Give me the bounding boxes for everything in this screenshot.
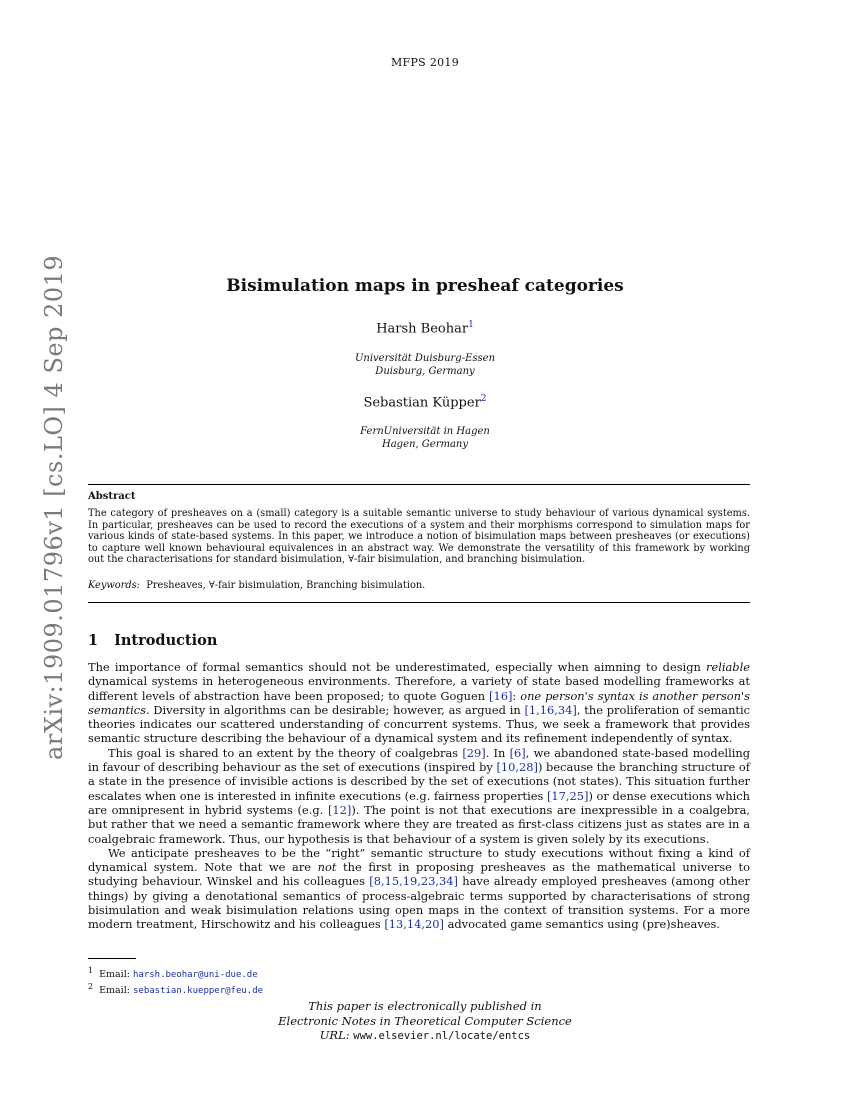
citation-link[interactable]: [12] — [327, 802, 352, 817]
keywords — [88, 580, 750, 591]
section-number: 1 — [88, 632, 99, 649]
footnote-label: Email: — [99, 985, 130, 997]
citation-link[interactable]: [1,16,34] — [524, 702, 577, 717]
author-2-name: Sebastian Küpper — [363, 395, 481, 411]
keywords-list: Presheaves, ∀-fair bisimulation, Branching bisimulation. — [146, 580, 426, 591]
paper-title: Bisimulation maps in presheaf categories — [226, 276, 624, 296]
footnote-rule — [88, 958, 136, 959]
author-1-name: Harsh Beohar — [376, 321, 469, 337]
footnote-label: Email: — [99, 969, 130, 981]
abstract-text: The category of presheaves on a (small) category is a suitable semantic universe to study behaviour of various dynamical systems. In particular, presheaves can be used to record the executions of a system and their morphisms correspond to simulation maps for various kinds of state-based systems. In this paper, we introduce a notion of bisimulation maps between presheaves (or executions) to capture well known behavioural equivalences in an abstract way. We demonstrate the versatility of this framework by working out the characterisations for standard bisimulation, ∀-fair bisimulation, and branching bisimulation. — [88, 508, 750, 565]
citation-link[interactable]: [16] — [489, 688, 513, 703]
abstract-heading: Abstract — [88, 491, 136, 502]
footnote-mark: 2 — [88, 982, 94, 991]
citation-link[interactable]: [8,15,19,23,34] — [369, 874, 458, 889]
author-2-footnote-mark[interactable]: 2 — [480, 394, 487, 404]
email-link[interactable]: sebastian.kuepper@feu.de — [133, 986, 264, 997]
citation-link[interactable]: [29] — [462, 745, 486, 760]
citation-link[interactable]: [6] — [509, 745, 526, 760]
affiliation-location: Duisburg, Germany — [375, 366, 475, 377]
abstract-bottom-rule — [88, 602, 750, 603]
citation-link[interactable]: [10,28] — [496, 760, 538, 775]
affiliation-location: Hagen, Germany — [381, 439, 469, 450]
publication-line-2: Electronic Notes in Theoretical Computer Science — [278, 1013, 572, 1028]
email-link[interactable]: harsh.beohar@uni-due.de — [133, 970, 258, 981]
url-label: URL: — [319, 1028, 350, 1042]
publication-url-line — [0, 1028, 850, 1044]
section-heading — [88, 632, 217, 649]
section-title: Introduction — [114, 632, 218, 649]
author-1-footnote-mark[interactable]: 1 — [468, 320, 474, 330]
keywords-label: Keywords: — [88, 580, 140, 591]
affiliation-institution: FernUniversität in Hagen — [360, 426, 490, 437]
author-2 — [0, 394, 850, 410]
citation-link[interactable]: [13,14,20] — [384, 917, 444, 932]
author-1-affiliation — [0, 352, 850, 378]
paragraph-3: We anticipate presheaves to be the “right” semantic structure to study executions without fixing a kind of dynamical system. Note that we are not the first in proposing presheaves as the mathematical universe to studying behaviour. Winskel and his colleagues [8,15,19,23,34] have already employed presheaves (among other things) by giving a denotational semantics of process-algebraic terms supported by characterisations of strong bisimulation and weak bisimulation relations using open maps in the context of transition systems. For a more modern treatment, Hirschowitz and his colleagues [13,14,20] advocated game semantics using (pre)sheaves. — [88, 845, 750, 932]
footnote-2 — [88, 982, 263, 996]
footnote-mark: 1 — [88, 966, 94, 975]
abstract-top-rule — [88, 484, 750, 485]
paragraph-2: This goal is shared to an extent by the theory of coalgebras [29]. In [6], we abandoned state-based modelling in favour of describing behaviour as the set of executions (inspired by [10,28]) because the branching structure of a state in the presence of invisible actions is described by the set of executions (not states). This situation further escalates when one is interested in infinite executions (e.g. fairness properties [17,25]) or dense executions which are omnipresent in hybrid systems (e.g. [12]). The point is not that executions are inexpressible in a coalgebra, but rather that we need a semantic framework where they are treated as first-class citizens just as states are in a coalgebraic framework. Thus, our hypothesis is that behaviour of a system is given solely by its executions. — [88, 745, 750, 846]
publication-url[interactable]: www.elsevier.nl/locate/entcs — [353, 1030, 531, 1042]
introduction-body — [88, 660, 750, 932]
publication-line-1: This paper is electronically published in — [308, 999, 542, 1013]
running-header: MFPS 2019 — [390, 56, 460, 69]
arxiv-stamp[interactable]: arXiv:1909.01796v1 [cs.LO] 4 Sep 2019 — [40, 254, 68, 760]
author-1 — [0, 320, 850, 336]
publication-note — [0, 999, 850, 1044]
affiliation-institution: Universität Duisburg-Essen — [354, 353, 496, 364]
paragraph-1: The importance of formal semantics should not be underestimated, especially when aimning to design reliable dynamical systems in heterogeneous environments. Therefore, a variety of state based modelling frameworks at different levels of abstraction have been proposed; to quote Goguen [16]: one person's syntax is another person's semantics. Diversity in algorithms can be desirable; however, as argued in [1,16,34], the proliferation of semantic theories indicates our scattered understanding of concurrent systems. Thus, we seek a framework that provides semantic structure describing the behaviour of a dynamical system and its refinement independently of syntax. — [88, 660, 751, 746]
footnote-1 — [88, 966, 258, 980]
author-2-affiliation — [0, 425, 850, 451]
citation-link[interactable]: [17,25] — [546, 788, 589, 803]
